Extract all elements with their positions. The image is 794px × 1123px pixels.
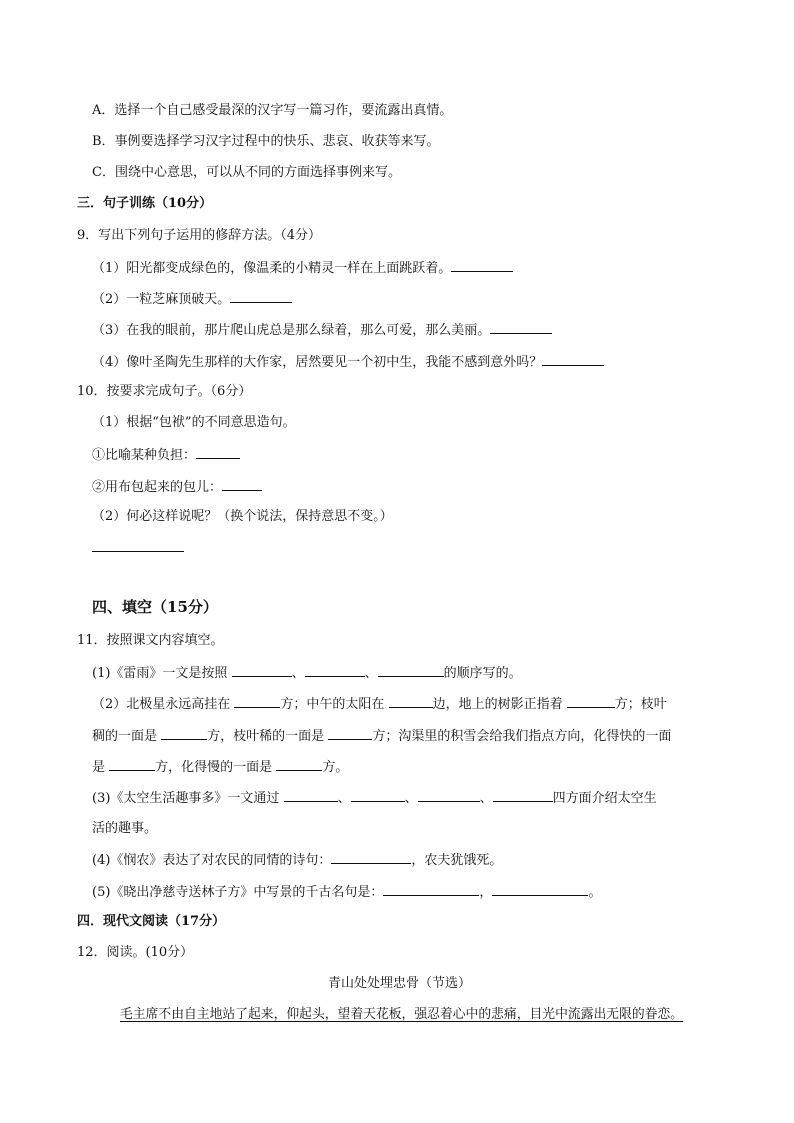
answer-blank[interactable] [383, 882, 479, 896]
question-11-3-line-1 [92, 788, 657, 808]
answer-blank[interactable] [418, 788, 480, 802]
answer-blank[interactable] [232, 663, 292, 677]
answer-blank[interactable] [276, 757, 322, 771]
question-9-2-text: （2）一粒芝麻顶破天。 [92, 292, 231, 307]
q11-5-text-1: (5)《晓出净慈寺送林子方》中写景的千古名句是： [92, 885, 384, 900]
question-10-1b [92, 477, 262, 497]
answer-blank[interactable] [490, 320, 552, 334]
question-11-1 [92, 663, 522, 683]
question-10-1b-text: ②用布包起来的包儿： [92, 480, 223, 495]
answer-blank[interactable] [234, 694, 280, 708]
question-9-1-text: （1）阳光都变成绿色的，像温柔的小精灵一样在上面跳跃着。 [92, 261, 452, 276]
answer-blank[interactable] [196, 445, 240, 459]
question-10-1a-text: ①比喻某种负担： [92, 448, 197, 463]
q11-3-text-4: 、 [479, 791, 493, 806]
question-11-5 [92, 882, 601, 902]
question-9-4 [92, 352, 604, 372]
question-11-4 [92, 850, 502, 870]
question-10-1a [92, 445, 240, 465]
q11-5-text-2: ， [479, 885, 493, 900]
answer-blank[interactable] [230, 289, 292, 303]
answer-blank[interactable] [109, 757, 155, 771]
q11-4-text-2: ，农夫犹饿死。 [411, 853, 503, 868]
q11-3-text-5: 四方面介绍太空生 [552, 791, 657, 806]
q11-3-text-3: 、 [404, 791, 418, 806]
q11-2-text-8: 是 [92, 760, 106, 775]
answer-blank[interactable] [389, 694, 433, 708]
answer-blank[interactable] [567, 694, 615, 708]
q11-1-text-4: 的顺序写的。 [443, 666, 522, 681]
q11-3-text-1: (3)《太空生活趣事多》一文通过 [92, 791, 280, 806]
answer-blank[interactable] [378, 663, 444, 677]
answer-blank[interactable] [92, 538, 184, 552]
option-b: B．事例要选择学习汉字过程中的快乐、悲哀、收获等来写。 [92, 134, 440, 149]
question-10-2-answer [92, 538, 184, 558]
answer-blank[interactable] [451, 258, 513, 272]
answer-blank[interactable] [284, 788, 338, 802]
question-11-2-line-1 [92, 694, 667, 714]
section-3-heading: 三．句子训练（10分） [77, 196, 213, 211]
q11-2-text-6: 方，枝叶稀的一面是 [207, 729, 325, 744]
answer-blank[interactable] [331, 850, 411, 864]
question-11-3-line-2: 活的趣事。 [92, 821, 158, 836]
q11-2-text-1: （2）北极星永远高挂在 [92, 697, 231, 712]
q11-2-text-10: 方。 [322, 760, 349, 775]
passage-paragraph: 毛主席不由自主地站了起来，仰起头，望着天花板，强忍着心中的悲痛，目光中流露出无限的眷恋。 [120, 1007, 684, 1022]
question-11: 11．按照课文内容填空。 [77, 633, 224, 648]
q11-2-text-9: 方，化得慢的一面是 [155, 760, 273, 775]
q11-4-text-1: (4)《悯农》表达了对农民的同情的诗句： [92, 853, 332, 868]
q11-1-text-1: (1)《雷雨》一文是按照 [92, 666, 228, 681]
q11-2-text-2: 方；中午的太阳在 [280, 697, 385, 712]
answer-blank[interactable] [161, 726, 207, 740]
passage-title: 青山处处埋忠骨（节选） [328, 976, 472, 991]
question-9: 9．写出下列句子运用的修辞方法。（4分） [77, 228, 322, 243]
answer-blank[interactable] [542, 352, 604, 366]
answer-blank[interactable] [328, 726, 372, 740]
question-12: 12．阅读。(10分） [77, 945, 194, 960]
q11-1-text-3: 、 [364, 666, 378, 681]
q11-2-text-7: 方；沟渠里的积雪会给我们指点方向，化得快的一面 [372, 729, 672, 744]
question-9-3-text: （3）在我的眼前，那片爬山虎总是那么绿着，那么可爱，那么美丽。 [92, 323, 491, 338]
question-10-1: （1）根据“包袱”的不同意思造句。 [92, 415, 296, 430]
answer-blank[interactable] [305, 663, 365, 677]
option-c: C．围绕中心意思，可以从不同的方面选择事例来写。 [92, 165, 401, 180]
section-4b-heading: 四．现代文阅读（17分） [77, 914, 226, 929]
q11-3-text-2: 、 [337, 791, 351, 806]
answer-blank[interactable] [351, 788, 405, 802]
q11-5-text-3: 。 [588, 885, 602, 900]
answer-blank[interactable] [492, 882, 588, 896]
question-9-1 [92, 258, 513, 278]
option-a: A．选择一个自己感受最深的汉字写一篇习作，要流露出真情。 [92, 103, 453, 118]
answer-blank[interactable] [493, 788, 553, 802]
question-9-2 [92, 289, 292, 309]
question-11-2-line-3 [92, 757, 348, 777]
answer-blank[interactable] [222, 477, 262, 491]
q11-2-text-4: 方；枝叶 [614, 697, 667, 712]
question-9-4-text: （4）像叶圣陶先生那样的大作家，居然要见一个初中生，我能不感到意外吗？ [92, 355, 543, 370]
question-10-2: （2）何必这样说呢？（换个说法，保持意思不变。） [92, 509, 393, 524]
q11-2-text-3: 边，地上的树影正指着 [432, 697, 563, 712]
q11-1-text-2: 、 [291, 666, 305, 681]
section-4-heading: 四、填空（15分） [92, 598, 218, 616]
question-10: 10．按要求完成句子。（6分） [77, 384, 252, 399]
question-11-2-line-2 [92, 726, 671, 746]
q11-2-text-5: 稠的一面是 [92, 729, 158, 744]
question-9-3 [92, 320, 552, 340]
